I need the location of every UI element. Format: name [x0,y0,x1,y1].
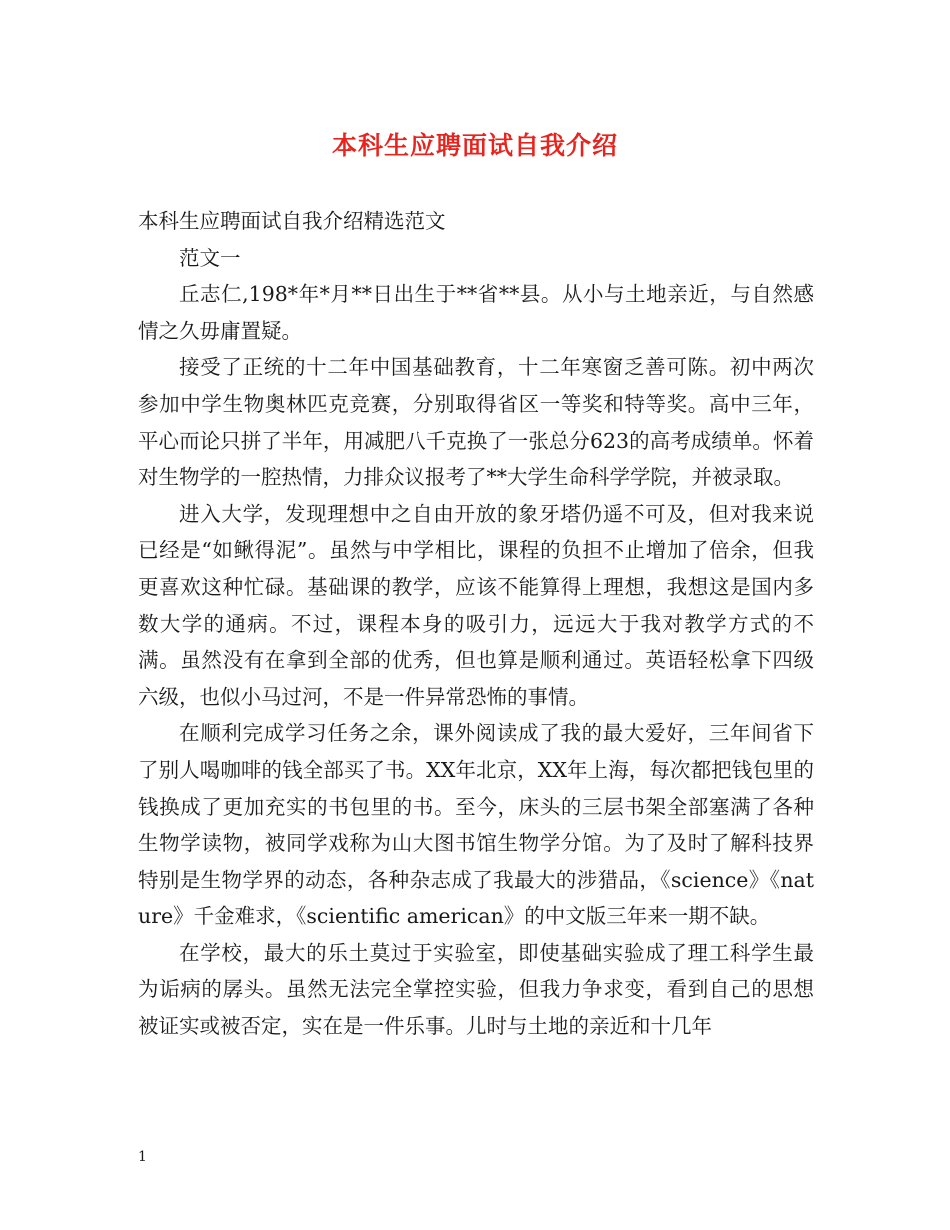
paragraph: 进入大学，发现理想中之自由开放的象牙塔仍遥不可及，但对我来说已经是“如鳅得泥”。虽然与中学相比，课程的负担不止增加了倍余，但我更喜欢这种忙碌。基础课的教学，应该不能算得上理想，我想这是国内多数大学的通病。不过，课程本身的吸引力，远远大于我对教学方式的不满。虽然没有在拿到全部的优秀，但也算是顺利通过。英语轻松拿下四级六级，也似小马过河，不是一件异常恐怖的事情。 [138,501,814,709]
paragraph: 接受了正统的十二年中国基础教育，十二年寒窗乏善可陈。初中两次参加中学生物奥林匹克竞赛，分别取得省区一等奖和特等奖。高中三年，平心而论只拼了半年，用减肥八千克换了一张总分623的高考成绩单。怀着对生物学的一腔热情，力排众议报考了**大学生命科学学院，并被录取。 [138,355,814,490]
document-body [138,203,814,1045]
paragraph: 在学校，最大的乐土莫过于实验室，即使基础实验成了理工科学生最为诟病的孱头。虽然无法完全掌控实验，但我力争求变，看到自己的思想被证实或被否定，实在是一件乐事。儿时与土地的亲近和十几年 [138,940,814,1039]
document-title: 本科生应聘面试自我介绍 [331,131,618,160]
section-label: 范文一 [179,245,241,270]
paragraph: 在顺利完成学习任务之余，课外阅读成了我的最大爱好，三年间省下了别人喝咖啡的钱全部买了书。XX年北京，XX年上海，每次都把钱包里的钱换成了更加充实的书包里的书。至今，床头的三层书架全部塞满了各种生物学读物，被同学戏称为山大图书馆生物学分馆。为了及时了解科技界特别是生物学界的动态，各种杂志成了我最大的涉猎品，《science》《nature》千金难求，《scientific american》的中文版三年来一期不缺。 [138,721,814,929]
page-number: 1 [138,1149,147,1165]
document-subtitle: 本科生应聘面试自我介绍精选范文 [138,209,446,233]
paragraph: 丘志仁,198*年*月**日出生于**省**县。从小与土地亲近，与自然感情之久毋庸置疑。 [138,282,814,343]
